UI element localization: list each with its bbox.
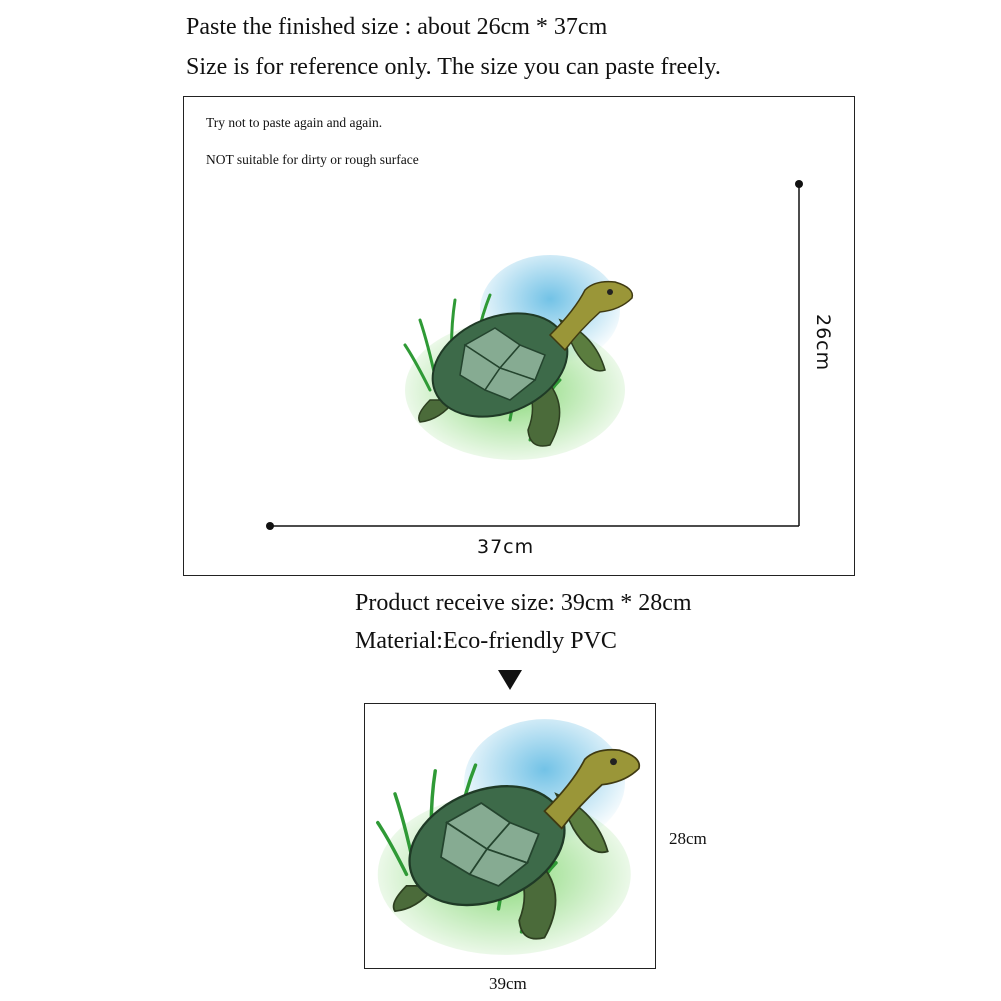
sea-turtle-product-illustration <box>372 712 648 962</box>
height-dimension-label: 26cm <box>812 314 834 372</box>
repaste-warning: Try not to paste again and again. <box>206 115 383 130</box>
finished-size-text: Paste the finished size : about 26cm * 37cm <box>186 14 608 40</box>
surface-warning: NOT suitable for dirty or rough surface <box>206 152 419 167</box>
size-reference-text: Size is for reference only. The size you can paste freely. <box>186 54 721 80</box>
material-text: Material:Eco-friendly PVC <box>355 628 617 654</box>
width-dimension-label: 37cm <box>477 536 535 558</box>
product-width-label: 39cm <box>489 974 527 993</box>
receive-size-text: Product receive size: 39cm * 28cm <box>355 590 692 616</box>
sea-turtle-illustration <box>400 250 640 465</box>
product-height-label: 28cm <box>669 829 707 848</box>
